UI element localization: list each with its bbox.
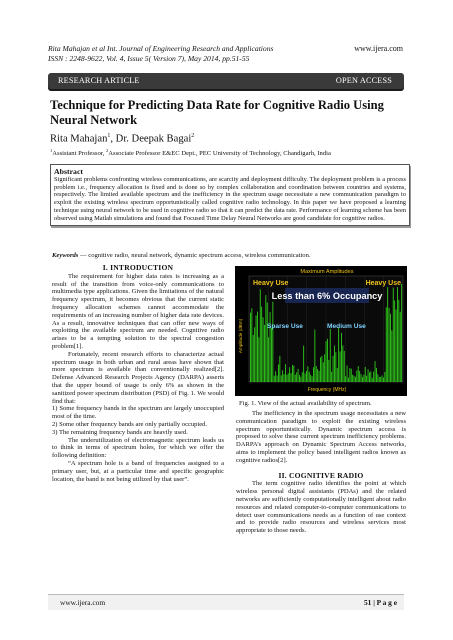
spectrum-spike [305, 373, 306, 382]
spectrum-spike [366, 376, 367, 382]
spectrum-spike [289, 367, 290, 382]
open-access-label: OPEN ACCESS [335, 76, 392, 85]
spectrum-spike [382, 375, 383, 382]
spectrum-spike [313, 367, 314, 382]
spectrum-spike [279, 356, 280, 382]
spectrum-spike [321, 356, 322, 382]
spectrum-spike [302, 372, 303, 382]
spectrum-spike [334, 346, 335, 382]
affil-part-2: Associate Professor E&EC Dept., PEC University of Technology, Chandigarh, India [108, 150, 331, 158]
affil-sup-2: 2 [106, 148, 109, 153]
abstract-heading: Abstract [54, 167, 84, 176]
spectrum-spike [286, 375, 287, 382]
intro-list-item-2: 2) Some other frequency bands are only partially occupied. [52, 420, 208, 428]
spectrum-spike [278, 364, 279, 382]
author-1: Rita Mahajan [50, 133, 108, 145]
spectrum-spike [351, 369, 352, 382]
spectrum-spike [330, 329, 331, 382]
spectrum-spike [356, 370, 357, 382]
author-2-sup: 2 [191, 133, 195, 139]
intro-quote: “A spectrum hole is a band of frequencies assigned to a primary user, but, at a particular time and specific geographic location, the band is not being utilized by that user”. [52, 459, 224, 483]
spectrum-spike [256, 315, 257, 382]
spectrum-spike [349, 368, 350, 382]
spectrum-spike [326, 341, 327, 382]
spectrum-spike [272, 302, 273, 382]
spectrum-spike [328, 360, 329, 382]
right-paragraph-1: The inefficiency in the spectrum usage necessitates a new communication paradigm to exploit the existing wireless spectrum opportunistically. Dynamic spectrum access is proposed to solve these current spectrum inefficiency problems. DARPA’s approach on Dynamic Spectrum Access networks, aims to implement the policy based intelligent radios known as cognitive radios[2]. [236, 410, 406, 464]
spectrum-spike [383, 378, 384, 382]
spectrum-spike [275, 371, 276, 382]
spectrum-spike [348, 378, 349, 382]
intro-paragraph-3: The underutilization of electromagnetic spectrum leads us to think in terms of spectrum holes, for which we offer the following definition: [52, 436, 224, 460]
affil-sup-1: 1 [50, 148, 53, 153]
spectrum-spike [391, 330, 392, 382]
header-website: www.ijera.com [354, 44, 403, 53]
spectrum-spike [298, 369, 299, 382]
spectrum-spike [387, 287, 388, 382]
spectrum-spike [370, 371, 371, 382]
intro-paragraph-2: Fortunately, recent research efforts to characterize actual spectrum usage in both urban and rural areas have shown that more spectrum is available than conventionally realized[2]. Defense Advanced Research Projects Agency (DARPA) asserts that the upper bound of usage is only 6% as shown in the sanitized power spectrum distribution (PSD) of Fig. 1. We would find that: [52, 350, 224, 405]
spectrum-spike [359, 371, 360, 382]
spectrum-plot [235, 266, 407, 396]
spectrum-spike [307, 366, 308, 382]
journal-issn: ISSN : 2248-9622, Vol. 4, Issue 5( Version 7), May 2014, pp.51-55 [48, 54, 250, 63]
spectrum-spike [300, 377, 301, 382]
spectrum-spike [379, 377, 380, 382]
spectrum-spike [354, 376, 355, 382]
spectrum-spike [288, 373, 289, 382]
journal-header [48, 44, 348, 64]
section-cognitive-radio-heading: II. COGNITIVE RADIO [278, 470, 364, 480]
footer-website: www.ijera.com [60, 598, 106, 607]
spectrum-spike [296, 372, 297, 382]
spectrum-spike [277, 375, 278, 382]
spectrum-spike [355, 377, 356, 382]
spectrum-spike [397, 287, 398, 382]
spectrum-spike [376, 368, 377, 382]
spectrum-spike [400, 312, 401, 382]
spectrum-spike [368, 369, 369, 382]
affiliation [50, 148, 410, 157]
keywords [52, 252, 408, 259]
spectrum-spike [394, 301, 395, 382]
spectrum-spike [365, 367, 366, 382]
spectrum-figure [235, 266, 407, 396]
spectrum-spike [361, 374, 362, 382]
spectrum-spike [261, 307, 262, 382]
heavy-use-right-label: Heavy Use [365, 280, 401, 287]
spectrum-spike [340, 351, 341, 382]
spectrum-spike [344, 351, 345, 382]
right-column [236, 404, 406, 535]
spectrum-spike [320, 357, 321, 382]
spectrum-spike [310, 375, 311, 382]
spectrum-spike [373, 372, 374, 382]
author-list [50, 133, 194, 145]
page-number: 51 | P a g e [363, 598, 397, 607]
spectrum-spike [251, 308, 252, 382]
paper-title: Technique for Predicting Data Rate for Cognitive Radio Using Neural Network [50, 98, 384, 127]
spectrum-spike [375, 361, 376, 382]
spectrum-spike [253, 335, 254, 382]
spectrum-spike [257, 312, 258, 382]
spectrum-spike [316, 366, 317, 382]
spectrum-spike [358, 366, 359, 382]
spectrum-spike [363, 375, 364, 382]
spectrum-spike [299, 375, 300, 382]
right-paragraph-2: The term cognitive radio identifies the point at which wireless personal digital assistants (PDAs) and the related networks are sufficiently computationally intelligent about radio resources and related computer-to-computer communications to detect user communications needs as a function of use context and to provide radio resources and wireless services most appropriate to those needs. [236, 480, 406, 535]
spectrum-spike [267, 303, 268, 382]
spectrum-spike [285, 364, 286, 382]
spectrum-spike [331, 372, 332, 382]
spectrum-spike [327, 339, 328, 382]
spectrum-spike [386, 307, 387, 382]
spectrum-spike [389, 308, 390, 382]
spectrum-spike [303, 346, 304, 382]
spectrum-spike [369, 372, 370, 382]
spectrum-spike [324, 354, 325, 382]
spectrum-spike [263, 317, 264, 382]
spectrum-spike [295, 375, 296, 382]
spectrum-spike [309, 372, 310, 382]
spectrum-spike [380, 377, 381, 382]
spectrum-spike [250, 313, 251, 382]
spectrum-spike [377, 374, 378, 382]
spectrum-spike [345, 376, 346, 382]
sparse-use-label: Sparse Use [267, 323, 303, 330]
intro-list-item-3: 3) The remaining frequency bands are heavily used. [52, 428, 188, 436]
spectrum-spike [274, 376, 275, 382]
affil-part-1: Assistant Professor, [52, 150, 107, 158]
spectrum-spike [341, 333, 342, 382]
spectrum-spike [401, 284, 402, 382]
spectrum-spike [291, 373, 292, 382]
journal-citation: Rita Mahajan et al Int. Journal of Engineering Research and Applications [48, 44, 274, 53]
spectrum-spike [337, 368, 338, 382]
figure-top-label: Maximum Amplitudes [300, 269, 354, 275]
author-1-sup: 1 [107, 133, 111, 139]
spectrum-spike [390, 314, 391, 382]
spectrum-spike [393, 288, 394, 382]
occupancy-label: Less than 6% Occupancy [271, 291, 383, 301]
spectrum-spike [281, 375, 282, 382]
spectrum-spike [335, 352, 336, 382]
spectrum-spike [312, 376, 313, 382]
spectrum-spike [292, 365, 293, 382]
spectrum-spike [372, 378, 373, 382]
spectrum-spike [260, 289, 261, 382]
spectrum-spike [319, 371, 320, 382]
spectrum-spike [352, 375, 353, 382]
spectrum-spike [384, 372, 385, 382]
spectrum-spike [338, 327, 339, 382]
article-banner [48, 73, 404, 89]
spectrum-spike [293, 366, 294, 382]
author-2: , Dr. Deepak Bagai [110, 133, 192, 145]
spectrum-spike [317, 369, 318, 382]
spectrum-spike [264, 325, 265, 382]
intro-paragraph-1: The requirement for higher data rates is increasing as a result of the transition from voice-only communications to multimedia type applications. Given the limitations of the natural frequency spectrum, it becomes obvious that the current static frequency allocation schemes cannot accommodate the requirements of an increasing number of higher data rate devices. As a result, innovative techniques that can offer new ways of exploiting the available spectrum are needed. Cognitive radio arises to be a tempting solution to the spectral congestion problem[1]. [52, 272, 224, 350]
spectrum-spike [347, 365, 348, 382]
figure-caption: Fig. 1. View of the actual availability of spectrum. [239, 400, 372, 407]
spectrum-spike [282, 370, 283, 382]
y-axis-label: Amplitude (dBm) [238, 318, 243, 354]
left-column [52, 262, 224, 483]
spectrum-spike [268, 337, 269, 382]
abstract-text: Significant problems confronting wireless communications, are scarcity and deployment difficulty. The deployment problem is a process problem i.e., frequency allocation is fixed and is done so by complex collaboration and coordination between countries and systems, respectively. The limited available spectrum and the inefficiency in the spectrum usage necessitate a new communication paradigm to exploit the existing wireless spectrum opportunistically called cognitive radio technology. In this paper we have proposed a learning technique using neural network to be used in cognitive radio so that it can predict the data rate. Performance of learning scheme has been observed using Matlab simulations and found that Focused Time Delay Neural Networks are good candidate for cognitive radios. [54, 176, 406, 222]
spectrum-spike [362, 377, 363, 382]
spectrum-spike [333, 356, 334, 382]
spectrum-spike [314, 330, 315, 382]
spectrum-spike [306, 371, 307, 382]
heavy-use-left-label: Heavy Use [253, 280, 289, 287]
spectrum-spike [271, 328, 272, 382]
spectrum-spike [342, 346, 343, 382]
section-introduction-heading: I. INTRODUCTION [102, 263, 174, 272]
spectrum-spike [284, 374, 285, 382]
intro-list-item-1: 1) Some frequency bands in the spectrum are largely unoccupied most of the time. [52, 405, 224, 421]
keywords-label: Keywords [52, 252, 79, 259]
spectrum-spike [258, 337, 259, 382]
article-type-label: RESEARCH ARTICLE [58, 76, 140, 85]
spectrum-spike [265, 295, 266, 382]
spectrum-spike [396, 310, 397, 382]
spectrum-spike [323, 362, 324, 382]
medium-use-label: Medium Use [327, 323, 366, 330]
spectrum-spike [398, 300, 399, 382]
keywords-text: — cognitive radio, neural network, dynamic spectrum access, wireless communication. [78, 252, 311, 259]
abstract-box [50, 164, 410, 226]
x-axis-label: Frequency (MHz) [307, 387, 347, 393]
spectrum-spike [254, 327, 255, 382]
